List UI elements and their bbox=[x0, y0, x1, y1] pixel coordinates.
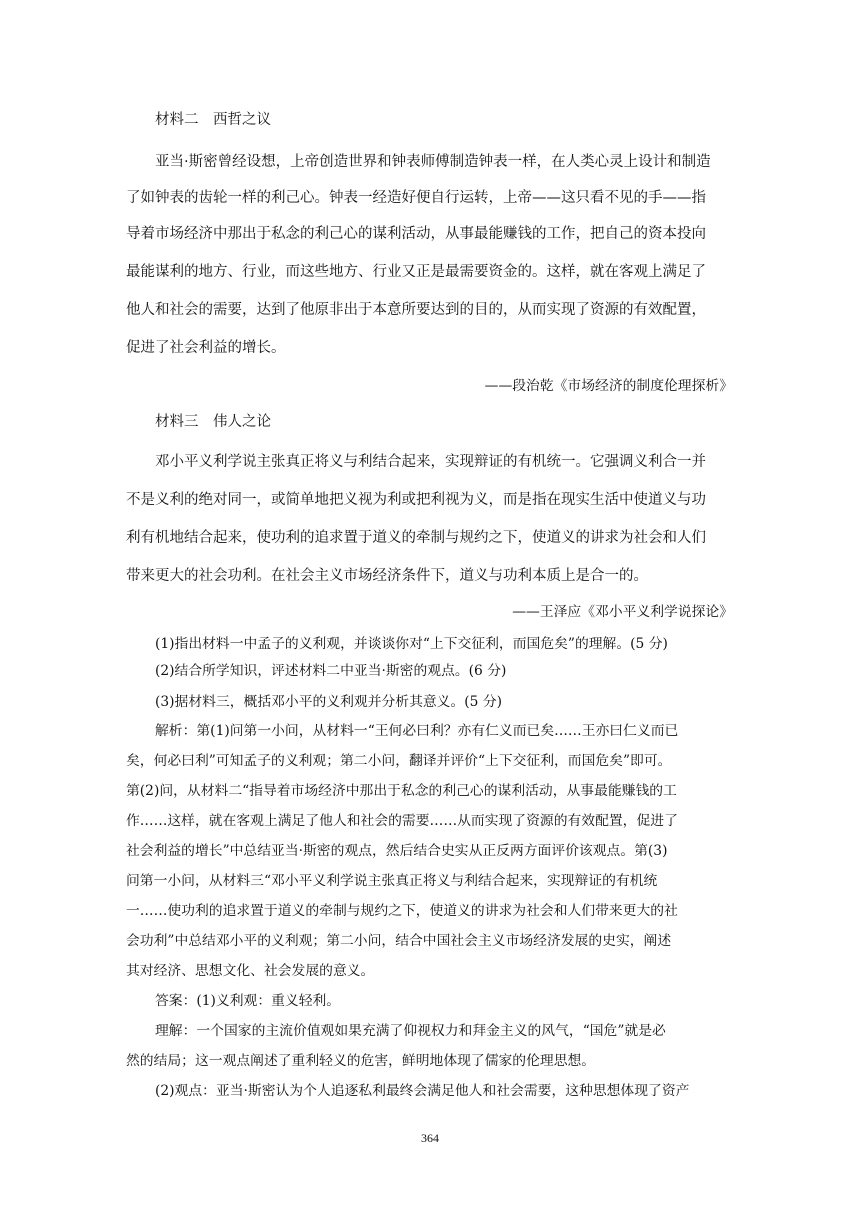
question-item: (3)据材料三，概括邓小平的义利观并分析其意义。(5 分) bbox=[155, 694, 503, 710]
answer-line: (2)观点：亚当·斯密认为个人追逐私利最终会满足他人和社会需要，这种思想体现了资产 bbox=[155, 1083, 690, 1099]
page-number: 364 bbox=[421, 1131, 439, 1145]
answer-line: 理解：一个国家的主流价值观如果充满了仰视权力和拜金主义的风气，“国危”就是必 bbox=[155, 1023, 666, 1039]
material2-paragraph-line: 亚当·斯密曾经设想，上帝创造世界和钟表师傅制造钟表一样，在人类心灵上设计和制造 bbox=[155, 154, 711, 170]
material2-paragraph-line: 促进了社会利益的增长。 bbox=[126, 340, 286, 356]
analysis-line: 矣，何必曰利”可知孟子的义利观；第二小问，翻译并评价“上下交征利，而国危矣”即可。 bbox=[126, 753, 672, 769]
analysis-line: 其对经济、思想文化、社会发展的意义。 bbox=[126, 963, 375, 979]
material3-paragraph-line: 邓小平义利学说主张真正将义与利结合起来，实现辩证的有机统一。它强调义利合一并 bbox=[155, 454, 706, 470]
material3-source: ——王泽应《邓小平义利学说探论》 bbox=[512, 604, 733, 620]
analysis-line: 问第一小问，从材料三“邓小平义利学说主张真正将义与利结合起来，实现辩证的有机统 bbox=[126, 873, 658, 889]
analysis-line: 会功利”中总结邓小平的义利观；第二小问，结合中国社会主义市场经济发展的史实，阐述 bbox=[126, 933, 672, 949]
material2-paragraph-line: 导着市场经济中那出于私念的利己心的谋利活动，从事最能赚钱的工作，把自己的资本投向 bbox=[126, 226, 706, 242]
question-item: (2)结合所学知识，评述材料二中亚当·斯密的观点。(6 分) bbox=[155, 663, 507, 679]
material2-paragraph-line: 最能谋利的地方、行业，而这些地方、行业又正是最需要资金的。这样，就在客观上满足了 bbox=[126, 264, 706, 280]
material3-paragraph-line: 不是义利的绝对同一，或简单地把义视为利或把利视为义，而是指在现实生活中使道义与功 bbox=[126, 492, 706, 508]
analysis-line: 作……这样，就在客观上满足了他人和社会的需要……从而实现了资源的有效配置，促进了 bbox=[126, 813, 678, 829]
question-item: (1)指出材料一中孟子的义利观，并谈谈你对“上下交征利，而国危矣”的理解。(5 分) bbox=[155, 636, 668, 652]
analysis-line: 第(2)问，从材料二“指导着市场经济中那出于私念的利己心的谋利活动，从事最能赚钱的工 bbox=[126, 783, 677, 799]
analysis-line: 社会利益的增长”中总结亚当·斯密的观点，然后结合史实从正反两方面评价该观点。第(3) bbox=[126, 843, 668, 859]
analysis-line: 一……使功利的追求置于道义的牵制与规约之下，使道义的讲求为社会和人们带来更大的社 bbox=[126, 903, 678, 919]
material2-source: ——段治乾《市场经济的制度伦理探析》 bbox=[484, 378, 733, 394]
answer-line: 然的结局；这一观点阐述了重利轻义的危害，鲜明地体现了儒家的伦理思想。 bbox=[126, 1053, 596, 1069]
material3-paragraph-line: 利有机地结合起来，使功利的追求置于道义的牵制与规约之下，使道义的讲求为社会和人们 bbox=[126, 530, 706, 546]
material3-heading: 材料三 伟人之论 bbox=[155, 414, 271, 430]
answer-line: 答案：(1)义利观：重义轻利。 bbox=[155, 993, 341, 1009]
analysis-line: 解析：第(1)问第一小问，从材料一“王何必曰利？亦有仁义而已矣……王亦曰仁义而已 bbox=[155, 723, 679, 739]
material2-paragraph-line: 他人和社会的需要，达到了他原非出于本意所要达到的目的，从而实现了资源的有效配置， bbox=[126, 302, 706, 318]
material2-heading: 材料二 西哲之议 bbox=[155, 112, 271, 128]
material2-paragraph-line: 了如钟表的齿轮一样的利己心。钟表一经造好便自行运转，上帝——这只看不见的手——指 bbox=[126, 190, 706, 206]
material3-paragraph-line: 带来更大的社会功利。在社会主义市场经济条件下，道义与功利本质上是合一的。 bbox=[126, 568, 648, 584]
